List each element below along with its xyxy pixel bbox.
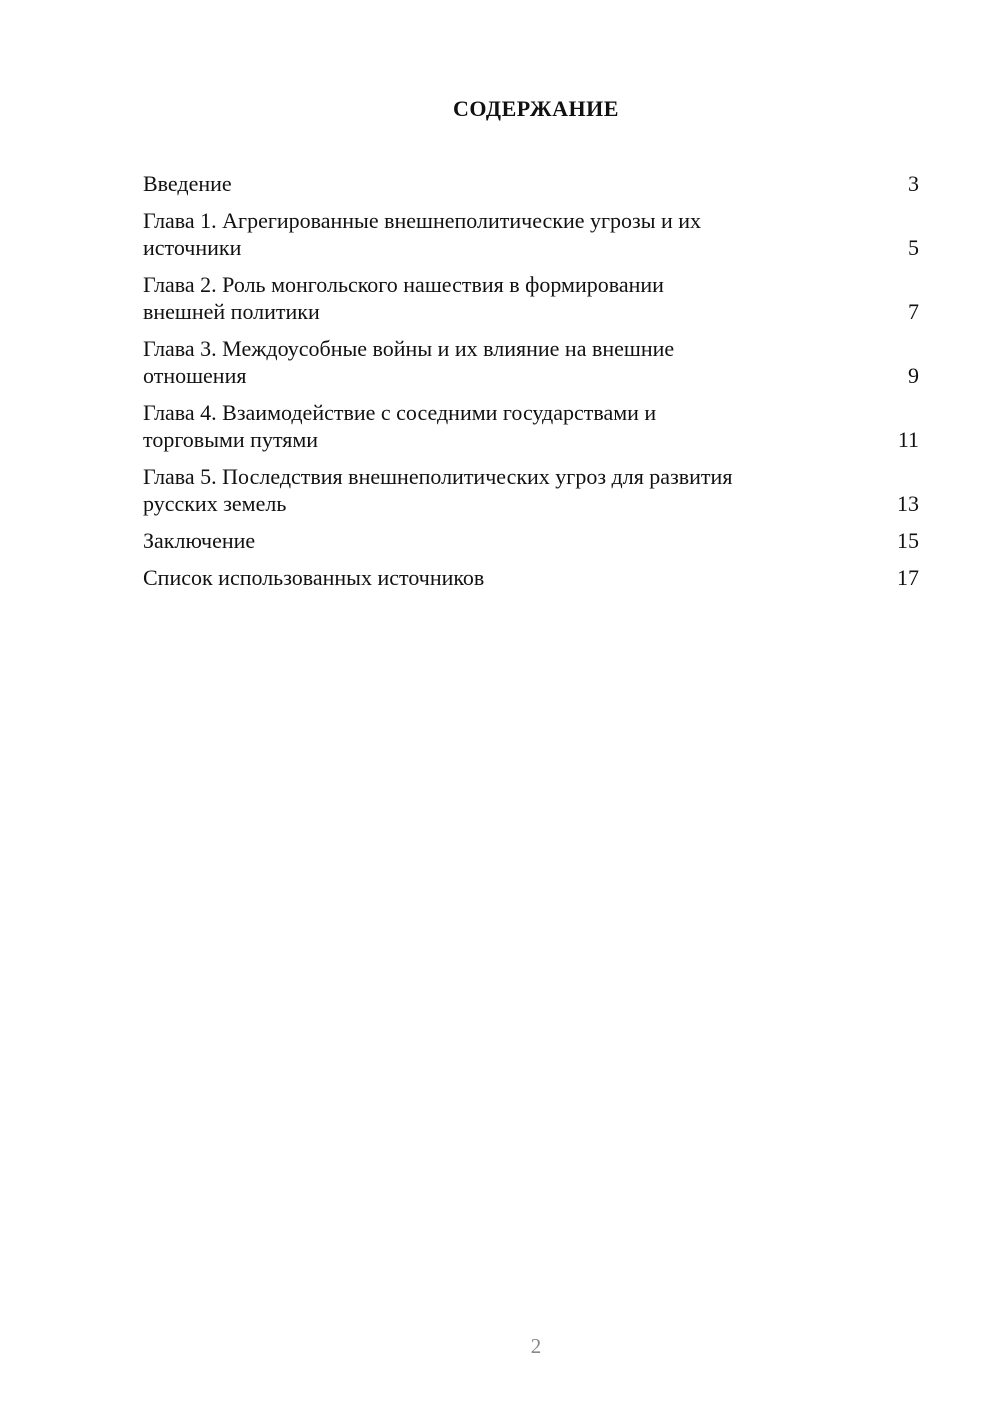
toc-entry-page: 9 xyxy=(908,363,919,388)
toc-entry-title: Глава 3. Междоусобные войны и их влияние на внешние отношения xyxy=(143,336,675,388)
toc-entry-chapter-2 xyxy=(143,271,919,325)
toc-entry-title: Введение xyxy=(143,171,232,196)
toc-entry-page: 13 xyxy=(897,491,919,516)
toc-entry-title: Список использованных источников xyxy=(143,565,485,590)
toc-entry-title: Глава 2. Роль монгольского нашествия в формировании внешней политики xyxy=(143,272,664,324)
toc-entry-chapter-1 xyxy=(143,207,919,261)
toc-entry-page: 3 xyxy=(908,171,919,196)
table-of-contents xyxy=(143,170,919,601)
toc-entry-chapter-3 xyxy=(143,335,919,389)
page-number: 2 xyxy=(530,1334,542,1358)
toc-entry-chapter-4 xyxy=(143,399,919,453)
toc-entry-title: Глава 1. Агрегированные внешнеполитические угрозы и их источники xyxy=(143,208,702,260)
toc-entry-references xyxy=(143,564,919,591)
toc-entry-page: 7 xyxy=(908,299,919,324)
toc-entry-title: Заключение xyxy=(143,528,256,553)
toc-entry-chapter-5 xyxy=(143,463,919,517)
toc-entry-conclusion xyxy=(143,527,919,554)
toc-entry-page: 17 xyxy=(897,565,919,590)
toc-entry-page: 11 xyxy=(897,427,919,452)
toc-entry-page: 15 xyxy=(897,528,919,553)
toc-entry-page: 5 xyxy=(908,235,919,260)
toc-entry-introduction xyxy=(143,170,919,197)
toc-entry-title: Глава 5. Последствия внешнеполитических угроз для развития русских земель xyxy=(143,464,733,516)
page-title: СОДЕРЖАНИЕ xyxy=(453,96,619,121)
toc-entry-title: Глава 4. Взаимодействие с соседними государствами и торговыми путями xyxy=(143,400,657,452)
